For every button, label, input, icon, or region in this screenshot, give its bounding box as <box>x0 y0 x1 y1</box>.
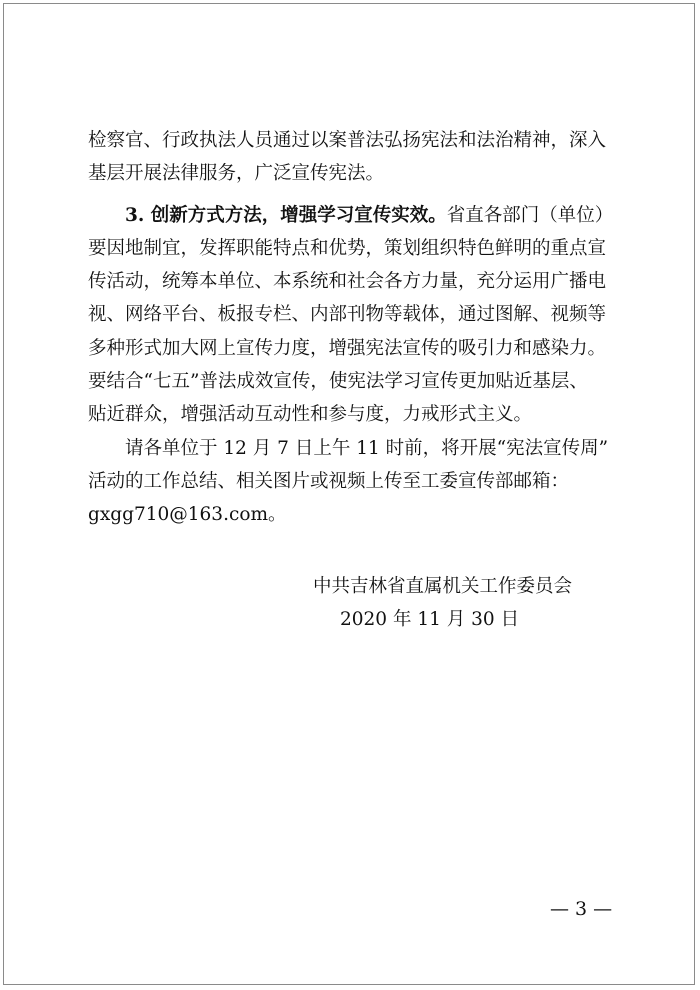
paragraph-submission <box>88 432 618 532</box>
text-line: 要结合“七五”普法成效宣传，使宪法学习宣传更加贴近基层、 <box>88 371 588 393</box>
text-line <box>88 199 618 232</box>
text-line: 贴近群众，增强活动互动性和参与度，力戒形式主义。 <box>88 404 533 426</box>
text-line: 多种形式加大网上宣传力度，增强宪法宣传的吸引力和感染力。 <box>88 337 607 359</box>
email-address: gxgg710@163.com。 <box>88 504 287 526</box>
page-number: — 3 — <box>550 898 613 920</box>
text-line: 基层开展法律服务，广泛宣传宪法。 <box>88 163 385 185</box>
text-line: 传活动，统筹本单位、本系统和社会各方力量，充分运用广播电 <box>88 271 607 293</box>
text-line-rest: 省直各部门（单位） <box>446 204 614 226</box>
text-line: 要因地制宜，发挥职能特点和优势，策划组织特色鲜明的重点宣 <box>88 237 607 259</box>
text-line: 检察官、行政执法人员通过以案普法弘扬宪法和法治精神，深入 <box>88 130 607 151</box>
paragraph-innovation <box>88 199 618 432</box>
issuing-organization: 中共吉林省直属机关工作委员会 <box>313 576 573 597</box>
document-body <box>88 124 618 532</box>
text-line: 活动的工作总结、相关图片或视频上传至工委宣传部邮箱： <box>88 470 570 492</box>
text-line: 视、网络平台、板报专栏、内部刊物等载体，通过图解、视频等 <box>88 304 607 326</box>
issue-date: 2020 年 11 月 30 日 <box>340 609 520 630</box>
paragraph-continuation <box>88 124 618 191</box>
section-heading: 3. 创新方式方法，增强学习宣传实效。 <box>125 204 447 226</box>
text-line: 请各单位于 12 月 7 日上午 11 时前，将开展“宪法宣传周” <box>125 437 609 459</box>
